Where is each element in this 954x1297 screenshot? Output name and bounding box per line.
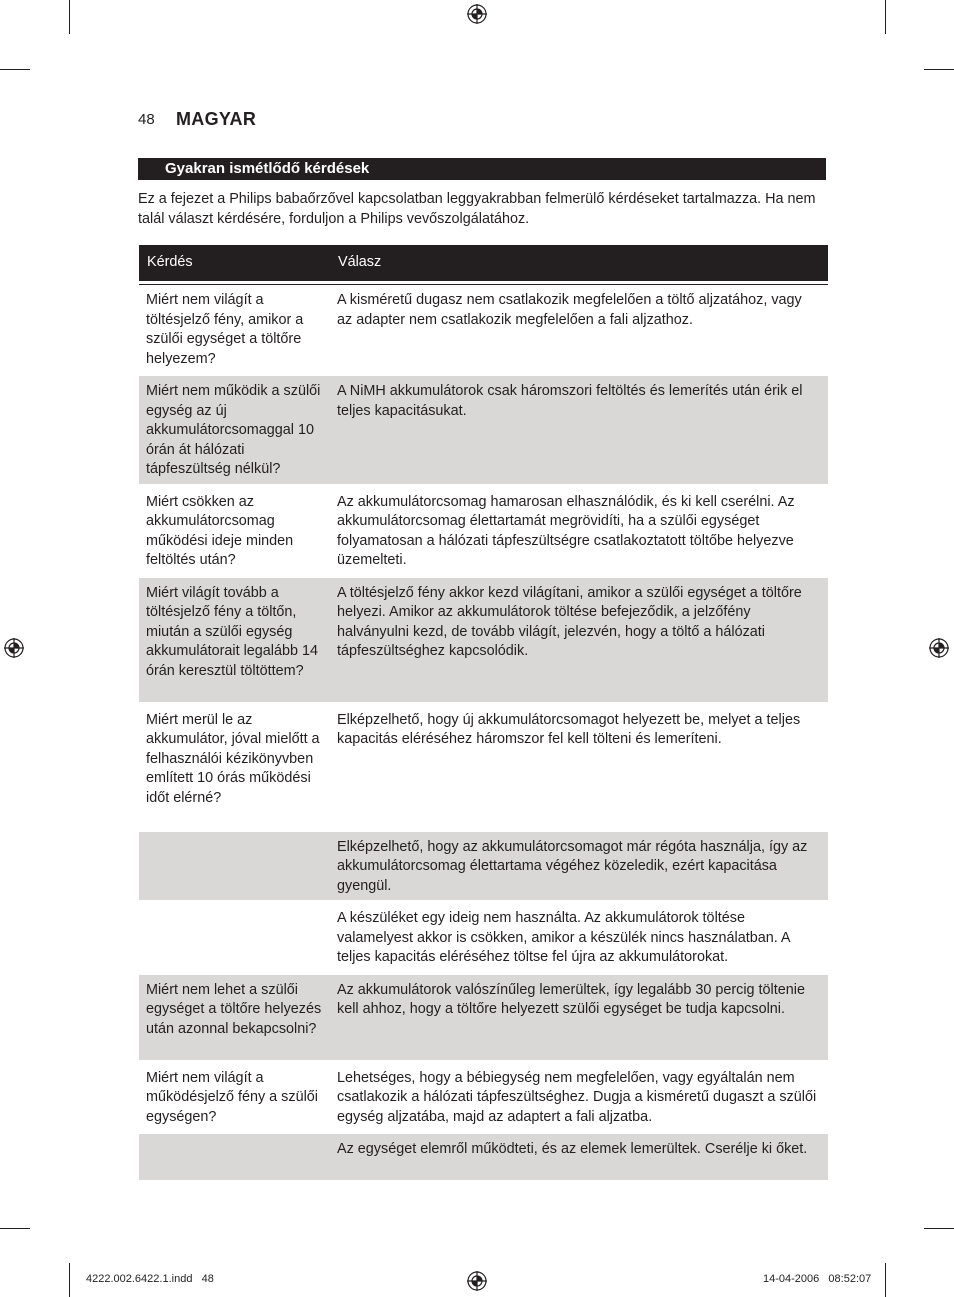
question-cell: Miért nem működik a szülői egység az új akkumulátorcsomaggal 10 órán át hálózati tápfeszültség nélkül? xyxy=(139,376,330,487)
crop-mark xyxy=(69,0,70,34)
answer-cell: Az akkumulátorcsomag hamarosan elhasználódik, és ki kell cserélni. Az akkumulátorcsomag élettartamát megrövidíti, ha a szülői egységet folyamatosan a hálózati tápfeszültségre csatlakoztatott töltőbe helyezve üzemelteti. xyxy=(330,487,828,578)
faq-table xyxy=(139,245,828,1183)
column-header-answer: Válasz xyxy=(330,245,828,284)
question-cell: Miért merül le az akkumulátor, jóval mielőtt a felhasználói kézikönyvben említett 10 órás működési időt elérné? xyxy=(139,705,330,832)
table-row xyxy=(139,284,828,376)
table-row xyxy=(139,578,828,705)
registration-mark-icon xyxy=(928,637,950,659)
table-header-row xyxy=(139,245,828,284)
answer-cell: Az egységet elemről működteti, és az elemek lemerültek. Cserélje ki őket. xyxy=(330,1134,828,1183)
question-cell: Miért nem világít a működésjelző fény a szülői egységen? xyxy=(139,1063,330,1135)
answer-cell: A töltésjelző fény akkor kezd világítani, amikor a szülői egységet a töltőre helyezi. Amikor az akkumulátorok töltése befejeződik, a jelzőfény halványulni kezd, de tovább világít, jelezvén, hogy a töltő a hálózati tápfeszültséghez kapcsolódik. xyxy=(330,578,828,705)
table-row xyxy=(139,903,828,975)
crop-mark xyxy=(924,69,954,70)
intro-paragraph: Ez a fejezet a Philips babaőrzővel kapcsolatban leggyakrabban felmerülő kérdéseket tartalmazza. Ha nem talál választ kérdésére, forduljon a Philips vevőszolgálatához. xyxy=(138,191,816,227)
answer-cell: Elképzelhető, hogy új akkumulátorcsomagot helyezett be, melyet a teljes kapacitás eléréséhez háromszor fel kell tölteni és lemeríteni. xyxy=(330,705,828,832)
section-title: Gyakran ismétlődő kérdések xyxy=(138,158,826,180)
table-row xyxy=(139,975,828,1063)
footer-timestamp: 14-04-2006 08:52:07 xyxy=(763,1273,872,1285)
table-row xyxy=(139,376,828,487)
registration-mark-icon xyxy=(3,637,25,659)
question-cell: Miért világít tovább a töltésjelző fény a töltőn, miután a szülői egység akkumulátorait legalább 14 órán keresztül töltöttem? xyxy=(139,578,330,705)
answer-cell: Lehetséges, hogy a bébiegység nem megfelelően, vagy egyáltalán nem csatlakozik a hálózati tápfeszültséghez. Dugja a kisméretű dugaszt a szülői egység aljzatába, majd az adaptert a fali aljzatba. xyxy=(330,1063,828,1135)
crop-mark xyxy=(885,1263,886,1297)
table-row xyxy=(139,705,828,832)
registration-mark-icon xyxy=(466,1270,488,1292)
question-cell xyxy=(139,832,330,904)
crop-mark xyxy=(924,1228,954,1229)
crop-mark xyxy=(0,69,30,70)
crop-mark xyxy=(69,1263,70,1297)
question-cell: Miért nem világít a töltésjelző fény, amikor a szülői egységet a töltőre helyezem? xyxy=(139,284,330,376)
answer-cell: Az akkumulátorok valószínűleg lemerültek, így legalább 30 percig töltenie kell ahhoz, hogy a töltőre helyezett szülői egységet be tudja kapcsolni. xyxy=(330,975,828,1063)
answer-cell: Elképzelhető, hogy az akkumulátorcsomagot már régóta használja, így az akkumulátorcsomag élettartama végéhez közeledik, ezért kapacitása gyengül. xyxy=(330,832,828,904)
question-cell xyxy=(139,1134,330,1183)
question-cell: Miért nem lehet a szülői egységet a töltőre helyezés után azonnal bekapcsolni? xyxy=(139,975,330,1063)
page-number: 48 xyxy=(138,111,155,128)
table-row xyxy=(139,1063,828,1135)
table-row xyxy=(139,1134,828,1183)
answer-cell: A készüléket egy ideig nem használta. Az akkumulátorok töltése valamelyest akkor is csökken, amikor a készülék nincs használatban. A teljes kapacitás eléréséhez töltse fel újra az akkumulátorokat. xyxy=(330,903,828,975)
question-cell xyxy=(139,903,330,975)
crop-mark xyxy=(0,1228,30,1229)
answer-cell: A kisméretű dugasz nem csatlakozik megfelelően a töltő aljzatához, vagy az adapter nem csatlakozik megfelelően a fali aljzathoz. xyxy=(330,284,828,376)
crop-mark xyxy=(885,0,886,34)
column-header-question: Kérdés xyxy=(139,245,330,284)
question-cell: Miért csökken az akkumulátorcsomag működési ideje minden feltöltés után? xyxy=(139,487,330,578)
table-row xyxy=(139,487,828,578)
table-row xyxy=(139,832,828,904)
footer-file-info: 4222.002.6422.1.indd 48 xyxy=(86,1273,214,1285)
answer-cell: A NiMH akkumulátorok csak háromszori feltöltés és lemerítés után érik el teljes kapacitásukat. xyxy=(330,376,828,487)
section-language: MAGYAR xyxy=(176,109,257,129)
registration-mark-icon xyxy=(466,3,488,25)
